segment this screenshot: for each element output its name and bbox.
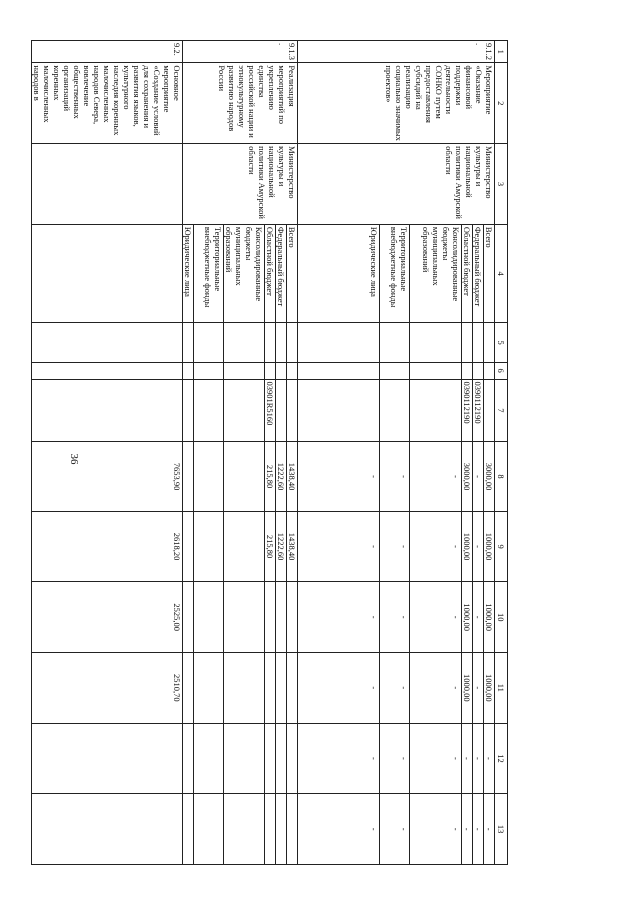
value-col9: 1438,40 [287,511,298,582]
value-col10 [287,582,298,653]
value-col9: 215,80 [265,511,276,582]
col5-value [484,323,495,362]
value-col9: 2618,20 [32,511,183,582]
value-total: 3000,00 [462,442,473,512]
funding-source: Областной бюджет [462,224,473,323]
funding-source: Территориальные внебюджетные фонды [380,224,410,323]
value-col13: - [484,794,495,865]
col5-value [410,323,462,362]
value-col9: - [410,511,462,582]
value-col12: - [484,723,495,794]
value-col9: 1000,00 [462,511,473,582]
col6-value [462,362,473,379]
value-col10: - [380,582,410,653]
funding-source: Консолидированные бюджеты муниципальных образований [410,224,462,323]
value-col13: - [298,794,380,865]
value-total: 1438,40 [287,442,298,512]
value-col9: 1000,00 [484,511,495,582]
value-col12: - [473,723,484,794]
value-col13: - [380,794,410,865]
value-col12 [224,723,265,794]
funding-source: Консолидированные бюджеты муниципальных образований [224,224,265,323]
row-id: 9.1.3. [183,41,298,63]
value-col10: 2525,00 [32,582,183,653]
col6-value [224,362,265,379]
col-header: 6 [495,362,508,379]
funding-source [32,224,183,323]
value-total [194,442,224,512]
value-col13 [265,794,276,865]
value-col11: 1000,00 [484,653,495,724]
value-total: 215,80 [265,442,276,512]
col5-value [194,323,224,362]
col5-value [462,323,473,362]
col-header: 2 [495,63,508,144]
col-header: 9 [495,511,508,582]
col-header: 11 [495,653,508,724]
table-row [287,41,298,865]
budget-code [380,379,410,442]
value-col12 [265,723,276,794]
value-total: - [473,442,484,512]
col-header: 7 [495,379,508,442]
value-col11 [287,653,298,724]
value-col9: 1222,60 [276,511,287,582]
value-total: - [380,442,410,512]
value-col10 [276,582,287,653]
budget-code [276,379,287,442]
table-row [32,41,183,865]
value-col13: - [410,794,462,865]
value-total [224,442,265,512]
executor: Министерство культуры и национальной политики Амурской области [183,144,298,225]
funding-source: Федеральный бюджет [276,224,287,323]
value-col12: - [298,723,380,794]
value-total: - [298,442,380,512]
value-total: 1222,60 [276,442,287,512]
col6-value [380,362,410,379]
value-col11: - [298,653,380,724]
budget-code [32,379,183,442]
value-col11: - [473,653,484,724]
col-header: 10 [495,582,508,653]
value-col11: 1000,00 [462,653,473,724]
budget-code [194,379,224,442]
budget-code [484,379,495,442]
col-header: 5 [495,323,508,362]
activity-name: Мероприятие «Оказание финансовой поддержки деятельности СОНКО путем предоставления субсидий на реализацию социально значимых проектов» [298,63,495,144]
value-col11 [194,653,224,724]
executor: Министерство культуры и национальной политики Амурской области [298,144,495,225]
table-row [484,41,495,865]
col6-value [265,362,276,379]
value-col13 [194,794,224,865]
value-col12 [32,723,183,794]
budget-code [224,379,265,442]
value-col10 [194,582,224,653]
col6-value [298,362,380,379]
budget-table [31,40,508,865]
value-col11: - [380,653,410,724]
value-col13: - [462,794,473,865]
value-col9: - [380,511,410,582]
budget-code [183,379,194,442]
budget-code: 0390112190 [462,379,473,442]
funding-source: Федеральный бюджет [473,224,484,323]
value-col12: - [380,723,410,794]
budget-code: 0390112190 [473,379,484,442]
col-header: 8 [495,442,508,512]
col-header: 3 [495,144,508,225]
col6-value [32,362,183,379]
budget-code: 03901R5160 [265,379,276,442]
value-col10: - [410,582,462,653]
col-header: 13 [495,794,508,865]
table-body [32,41,508,865]
col5-value [224,323,265,362]
budget-code [287,379,298,442]
value-col9 [224,511,265,582]
col6-value [194,362,224,379]
value-total: 3000,00 [484,442,495,512]
value-col12 [183,723,194,794]
value-col10 [224,582,265,653]
value-col9 [183,511,194,582]
value-col13 [32,794,183,865]
col6-value [276,362,287,379]
col5-value [380,323,410,362]
value-col13: - [473,794,484,865]
funding-source: Юридические лица [298,224,380,323]
header-row [495,41,508,865]
value-col10 [183,582,194,653]
value-col9 [194,511,224,582]
value-col11 [224,653,265,724]
activity-name: Основное мероприятие «Создание условий для сохранения и развития языков, культурного наследия коренных малочисленных народов Севера, вовлечение общественных организаций коренных малочисленных народов в [32,63,183,144]
value-col10: 1000,00 [462,582,473,653]
col6-value [287,362,298,379]
col5-value [183,323,194,362]
executor [32,144,183,225]
value-col10: - [298,582,380,653]
value-col12 [287,723,298,794]
value-col13 [224,794,265,865]
col-header: 12 [495,723,508,794]
col5-value [287,323,298,362]
col5-value [298,323,380,362]
value-col11 [183,653,194,724]
col5-value [473,323,484,362]
budget-code [410,379,462,442]
value-col10: 1000,00 [484,582,495,653]
col-header: 4 [495,224,508,323]
value-col11: 2510,70 [32,653,183,724]
col6-value [183,362,194,379]
row-id: 9.1.2. [298,41,495,63]
value-col11: - [410,653,462,724]
page-number: 36 [68,453,80,465]
value-col11 [265,653,276,724]
value-total: - [410,442,462,512]
col6-value [484,362,495,379]
budget-code [298,379,380,442]
value-col12 [194,723,224,794]
activity-name: Реализация мероприятий по укреплению единства российской нации и этнокультурному развитию народов России [183,63,298,144]
col-header: 1 [495,41,508,63]
col5-value [265,323,276,362]
col5-value [276,323,287,362]
value-total: 7653,90 [32,442,183,512]
value-col13 [276,794,287,865]
value-col12: - [462,723,473,794]
col5-value [32,323,183,362]
value-col12: - [410,723,462,794]
funding-source: Всего [484,224,495,323]
funding-source: Территориальные внебюджетные фонды [194,224,224,323]
value-total [183,442,194,512]
value-col10: - [473,582,484,653]
col6-value [473,362,484,379]
col6-value [410,362,462,379]
value-col11 [276,653,287,724]
value-col13 [287,794,298,865]
funding-source: Юридические лица [183,224,194,323]
value-col9: - [473,511,484,582]
funding-source: Всего [287,224,298,323]
row-id: 9.2. [32,41,183,63]
funding-source: Областной бюджет [265,224,276,323]
value-col10 [265,582,276,653]
value-col9: - [298,511,380,582]
value-col13 [183,794,194,865]
value-col12 [276,723,287,794]
